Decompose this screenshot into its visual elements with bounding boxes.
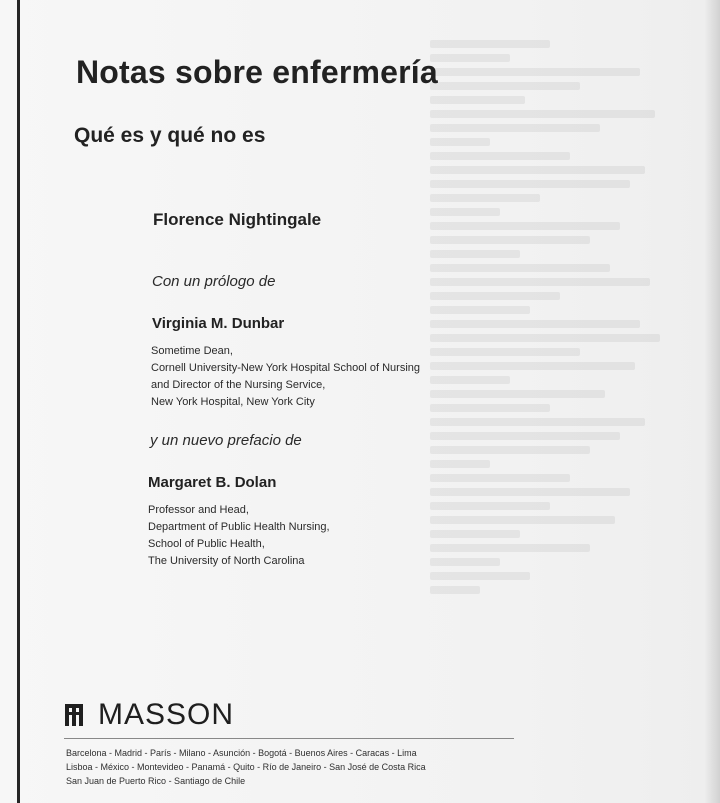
affiliation-line: Professor and Head,	[148, 504, 249, 516]
publisher-name: MASSON	[98, 698, 235, 731]
affiliation-line: The University of North Carolina	[148, 555, 305, 567]
book-author: Florence Nightingale	[153, 210, 322, 229]
affiliation-line: New York Hospital, New York City	[151, 396, 315, 408]
book-title: Notas sobre enfermería	[76, 54, 438, 90]
affiliation-line: Cornell University-New York Hospital School of Nursing	[151, 362, 421, 374]
preface-intro: y un nuevo prefacio de	[150, 432, 302, 449]
masson-logo-icon	[64, 702, 86, 728]
foreword-intro: Con un prólogo de	[152, 273, 276, 290]
cities-line: Barcelona - Madrid - París - Milano - Asunción - Bogotá - Buenos Aires - Caracas - Lima	[66, 748, 417, 758]
cities-line: San Juan de Puerto Rico - Santiago de Chile	[66, 776, 246, 786]
preface-author-affiliation	[148, 502, 330, 570]
publisher-divider	[64, 738, 514, 739]
publisher-cities	[66, 746, 426, 788]
publisher-imprint	[64, 698, 234, 732]
affiliation-line: Sometime Dean,	[151, 345, 233, 357]
cities-line: Lisboa - México - Montevideo - Panamá - Quito - Río de Janeiro - San José de Costa Rica	[66, 762, 426, 772]
preface-author-name: Margaret B. Dolan	[148, 474, 277, 491]
foreword-author-name: Virginia M. Dunbar	[152, 315, 285, 332]
affiliation-line: Department of Public Health Nursing,	[148, 521, 330, 533]
foreword-author-affiliation	[151, 343, 420, 411]
affiliation-line: and Director of the Nursing Service,	[151, 379, 326, 391]
book-subtitle: Qué es y qué no es	[74, 124, 266, 147]
affiliation-line: School of Public Health,	[148, 538, 265, 550]
